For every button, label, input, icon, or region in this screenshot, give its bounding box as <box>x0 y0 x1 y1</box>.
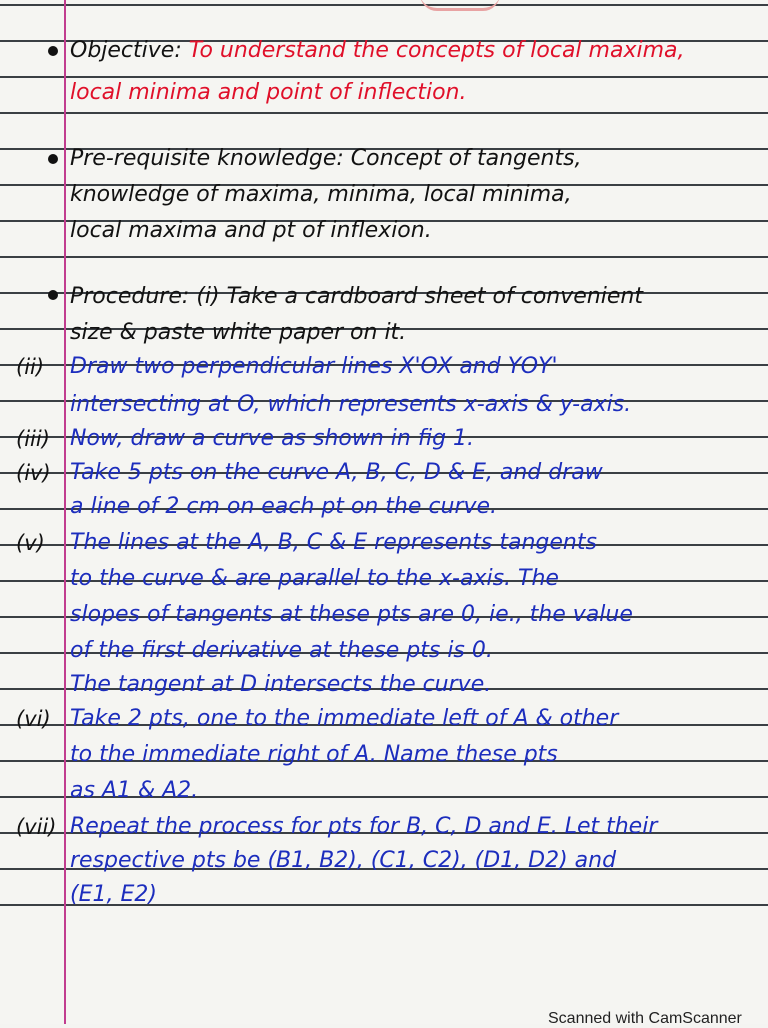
step-5-line-2: to the curve & are parallel to the x-axis. The <box>70 566 559 591</box>
objective-label: Objective: <box>70 38 182 63</box>
objective-text-1: To understand the concepts of local maxima, <box>188 38 685 63</box>
step-2-line-2: intersecting at O, which represents x-axis & y-axis. <box>70 392 632 417</box>
step-4-line-1: Take 5 pts on the curve A, B, C, D & E, and draw <box>70 460 603 485</box>
margin-line <box>64 0 66 1024</box>
step-5-line-4: of the first derivative at these pts is 0. <box>70 638 493 663</box>
step-5-line-1: The lines at the A, B, C & E represents tangents <box>70 530 597 555</box>
bullet-objective <box>48 46 58 56</box>
step-7-num: (vii) <box>16 815 57 839</box>
step-6-line-3: as A1 & A2. <box>70 778 199 803</box>
bullet-procedure <box>48 290 58 300</box>
step-5-line-5: The tangent at D intersects the curve. <box>70 672 492 697</box>
step-1-line-1: Take a cardboard sheet of convenient <box>226 284 643 309</box>
prerequisite-line-1 <box>70 144 760 174</box>
step-2-line-1: Draw two perpendicular lines X'OX and YOY' <box>70 354 558 379</box>
prerequisite-label: Pre-requisite knowledge: <box>70 146 344 171</box>
step-5-line-3: slopes of tangents at these pts are 0, ie., the value <box>70 602 633 627</box>
step-1-line-2: size & paste white paper on it. <box>70 320 407 345</box>
step-1-num: (i) <box>196 284 220 309</box>
step-7-line-2: respective pts be (B1, B2), (C1, C2), (D1, D2) and <box>70 848 617 873</box>
step-2-num: (ii) <box>16 355 45 379</box>
top-scribble <box>420 0 500 11</box>
step-3-num: (iii) <box>16 427 50 451</box>
prerequisite-text-3: local maxima and pt of inflexion. <box>70 218 432 243</box>
step-5-num: (v) <box>16 531 45 555</box>
procedure-label: Procedure: <box>70 284 190 309</box>
scanner-watermark: Scanned with CamScanner <box>548 1010 742 1027</box>
objective-text-2: local minima and point of inflection. <box>70 80 467 105</box>
step-7-line-1: Repeat the process for pts for B, C, D and E. Let their <box>70 814 658 839</box>
step-6-line-1: Take 2 pts, one to the immediate left of A & other <box>70 706 619 731</box>
step-4-num: (iv) <box>16 461 51 485</box>
step-6-num: (vi) <box>16 707 51 731</box>
blank-area <box>0 912 768 1024</box>
procedure-line-1 <box>70 282 760 312</box>
prerequisite-text-1: Concept of tangents, <box>350 146 582 171</box>
objective-line-1 <box>70 36 760 66</box>
step-3-line-1: Now, draw a curve as shown in fig 1. <box>70 426 475 451</box>
step-4-line-2: a line of 2 cm on each pt on the curve. <box>70 494 498 519</box>
step-6-line-2: to the immediate right of A. Name these pts <box>70 742 558 767</box>
bullet-prerequisite <box>48 154 58 164</box>
step-7-line-3: (E1, E2) <box>70 882 157 907</box>
prerequisite-text-2: knowledge of maxima, minima, local minima, <box>70 182 572 207</box>
